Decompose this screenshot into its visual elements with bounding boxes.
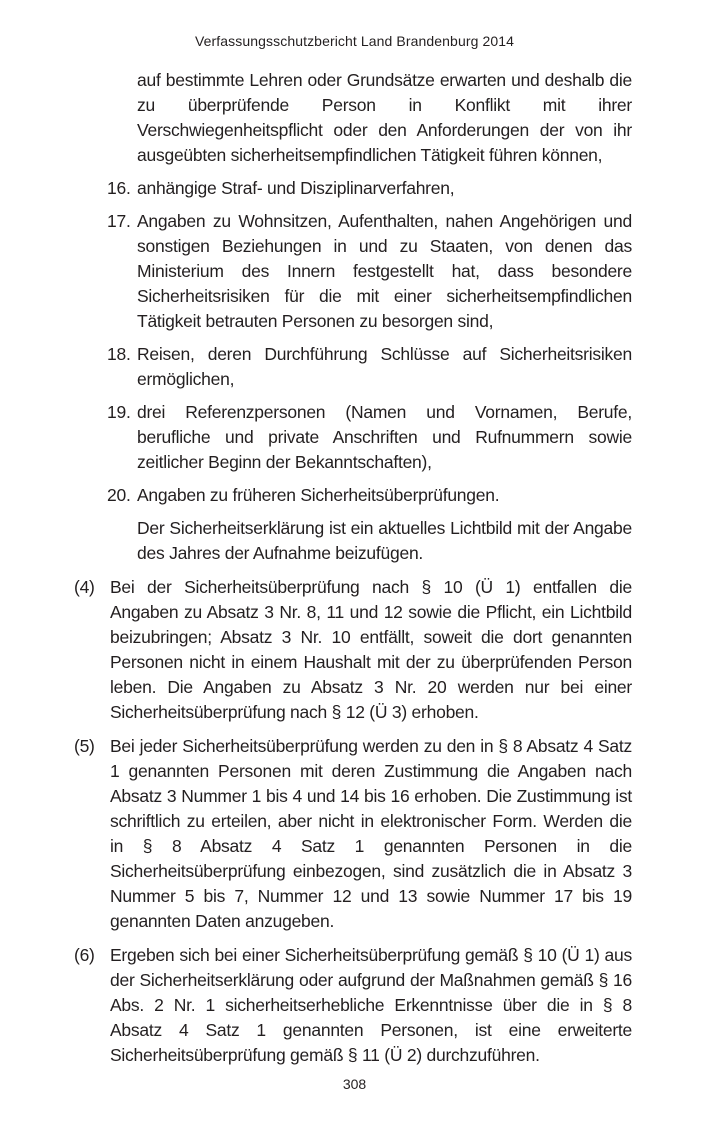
item-text: anhängige Straf- und Disziplinarverfahren, <box>137 178 455 198</box>
paragraph-number: (6) <box>74 945 95 965</box>
paragraph-text: Ergeben sich bei einer Sicherheitsüberprüfung gemäß § 10 (Ü 1) aus der Sicherheitserklärung oder aufgrund der Maßnahmen gemäß § 16 Abs. 2 Nr. 1 sicherheitserhebliche Erkenntnisse über die in § 8 Absatz 4 Satz 1 genannten Personen, ist eine erweiterte Sicherheitsüberprüfung gemäß § 11 (Ü 2) durchzuführen. <box>110 945 632 1065</box>
paragraph-text: Bei der Sicherheitsüberprüfung nach § 10 (Ü 1) entfallen die Angaben zu Absatz 3 Nr. 8, 11 und 12 sowie die Pflicht, ein Lichtbild beizubringen; Absatz 3 Nr. 10 entfällt, soweit die dort genannten Personen nicht in einem Haushalt mit der zu überprüfenden Person leben. Die Angaben zu Absatz 3 Nr. 20 werden nur bei einer Sicherheitsüberprüfung nach § 12 (Ü 3) erhoben. <box>110 577 632 722</box>
item-text: Angaben zu früheren Sicherheitsüberprüfungen. <box>137 485 500 505</box>
running-header: Verfassungsschutzbericht Land Brandenburg 2014 <box>194 33 515 49</box>
item-text: Reisen, deren Durchführung Schlüsse auf Sicherheitsrisiken ermöglichen, <box>137 344 632 389</box>
item-number: 18. <box>107 344 131 364</box>
item-number: 20. <box>107 485 131 505</box>
paragraph-6 <box>74 943 632 1068</box>
paragraph-4 <box>74 575 632 725</box>
paragraph-number: (4) <box>74 577 95 597</box>
list-item-17 <box>107 209 632 334</box>
continuation-text: auf bestimmte Lehren oder Grundsätze erwarten und deshalb die zu überprüfende Person in Konflikt mit ihrer Verschwiegenheitspflicht oder den Anforderungen der von ihr ausgeübten sicherheitsempfindlichen Tätigkeit führen können, <box>137 70 632 165</box>
list-item-19 <box>107 400 632 475</box>
paragraph-text: Bei jeder Sicherheitsüberprüfung werden zu den in § 8 Absatz 4 Satz 1 genannten Personen mit deren Zustimmung die Angaben nach Absatz 3 Nummer 1 bis 4 und 14 bis 16 erhoben. Die Zustimmung ist schriftlich zu erteilen, aber nicht in elektronischer Form. Werden die in § 8 Absatz 4 Satz 1 genannten Personen in die Sicherheitsüberprüfung einbezogen, sind zusätzlich die in Absatz 3 Nummer 5 bis 7, Nummer 12 und 13 sowie Nummer 17 bis 19 genannten Daten anzugeben. <box>110 736 632 931</box>
photo-note: Der Sicherheitserklärung ist ein aktuelles Lichtbild mit der Angabe des Jahres der Aufnahme beizufügen. <box>137 518 632 563</box>
list-item-16 <box>107 176 632 201</box>
paragraph-5 <box>74 734 632 934</box>
item-text: Angaben zu Wohnsitzen, Aufenthalten, nahen Angehörigen und sonstigen Beziehungen in und zu Staaten, von denen das Ministerium des Innern festgestellt hat, dass besondere Sicherheitsrisiken für die mit einer sicherheitsempfindlichen Tätigkeit betrauten Personen zu besorgen sind, <box>137 211 632 331</box>
item-number: 16. <box>107 178 131 198</box>
item-text: drei Referenzpersonen (Namen und Vornamen, Berufe, berufliche und private Anschriften und Rufnummern sowie zeitlicher Beginn der Bekanntschaften), <box>137 402 632 472</box>
page-content <box>74 68 632 1068</box>
paragraph-number: (5) <box>74 736 95 756</box>
item-number: 19. <box>107 402 131 422</box>
page-number: 308 <box>342 1076 367 1092</box>
list-item-20 <box>107 483 632 508</box>
item-number: 17. <box>107 211 131 231</box>
list-item-18 <box>107 342 632 392</box>
